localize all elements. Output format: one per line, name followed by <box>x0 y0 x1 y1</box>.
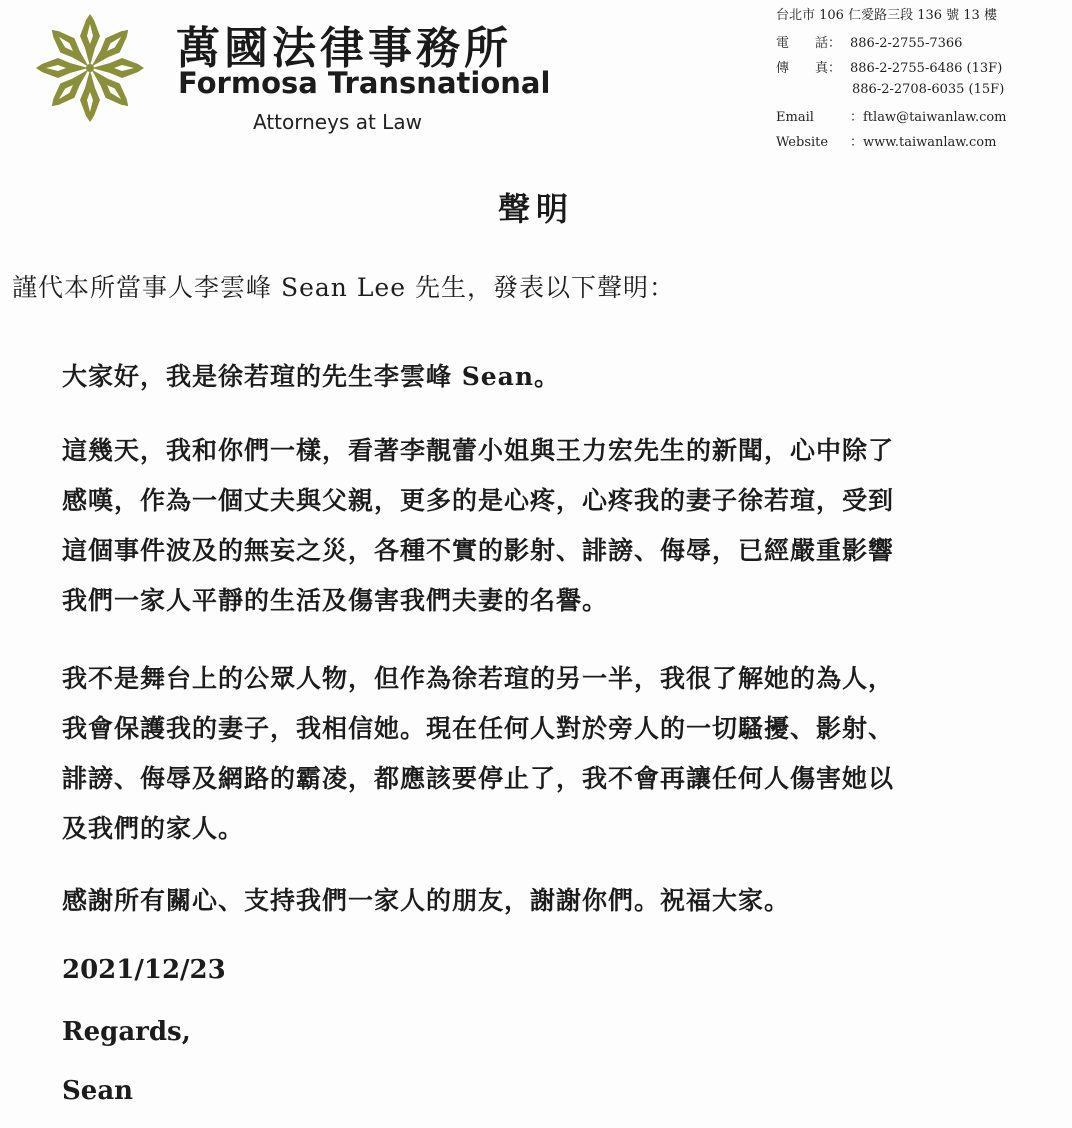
address: 台北市 106 仁愛路三段 136 號 13 樓 <box>776 8 997 23</box>
paragraph-line: 我不是舞台上的公眾人物，但作為徐若瑄的另一半，我很了解她的為人， <box>62 664 895 693</box>
paragraph-line: 及我們的家人。 <box>62 814 245 843</box>
fax-row <box>776 57 1002 76</box>
fax-number-15f: 886-2-2708-6035 (15F) <box>852 82 1005 97</box>
statement-title: 聲明 <box>497 190 574 228</box>
phone-number: 886-2-2755-7366 <box>850 36 963 51</box>
paragraph-line: 我們一家人平靜的生活及傷害我們夫妻的名譽。 <box>62 586 609 615</box>
paragraph-line: 我會保護我的妻子，我相信她。現在任何人對於旁人的一切騷擾、影射、 <box>62 714 895 743</box>
email-label: Email <box>776 110 814 125</box>
website-label: Website <box>776 135 829 150</box>
paragraph-2 <box>62 654 1022 854</box>
fax-label: 傳 真： <box>776 61 842 76</box>
star-flower-logo-icon <box>36 14 144 122</box>
email-address: ：ftlaw@taiwanlaw.com <box>850 110 1007 125</box>
phone-row <box>776 32 962 51</box>
fax-number-13f: 886-2-2755-6486 (13F) <box>850 61 1003 76</box>
paragraph-line: 感嘆，作為一個丈夫與父親，更多的是心疼，心疼我的妻子徐若瑄，受到 <box>62 486 895 515</box>
logo-center <box>86 64 94 72</box>
signature-name: Sean <box>62 1076 134 1106</box>
paragraph-3: 感謝所有關心、支持我們一家人的朋友，謝謝你們。祝福大家。 <box>62 886 791 915</box>
statement-date: 2021/12/23 <box>62 955 226 985</box>
paragraph-line: 誹謗、侮辱及網路的霸凌，都應該要停止了，我不會再讓任何人傷害她以 <box>62 764 895 793</box>
website-url: ：www.taiwanlaw.com <box>850 135 997 150</box>
paragraph-line: 這個事件波及的無妄之災，各種不實的影射、誹謗、侮辱，已經嚴重影響 <box>62 536 895 565</box>
phone-label: 電 話： <box>776 36 842 51</box>
paragraph-line: 這幾天，我和你們一樣，看著李靚蕾小姐與王力宏先生的新聞，心中除了 <box>62 436 895 465</box>
email-row <box>776 106 1007 125</box>
website-row <box>776 131 996 150</box>
statement-intro: 謹代本所當事人李雲峰 Sean Lee 先生，發表以下聲明： <box>12 273 675 302</box>
greeting-paragraph: 大家好，我是徐若瑄的先生李雲峰 Sean。 <box>62 362 561 391</box>
firm-subtitle: Attorneys at Law <box>253 110 422 134</box>
firm-name-chinese: 萬國法律事務所 <box>176 23 512 74</box>
closing-regards: Regards, <box>62 1017 191 1047</box>
paragraph-1 <box>62 426 1022 626</box>
firm-name-english: Formosa Transnational <box>178 66 551 100</box>
